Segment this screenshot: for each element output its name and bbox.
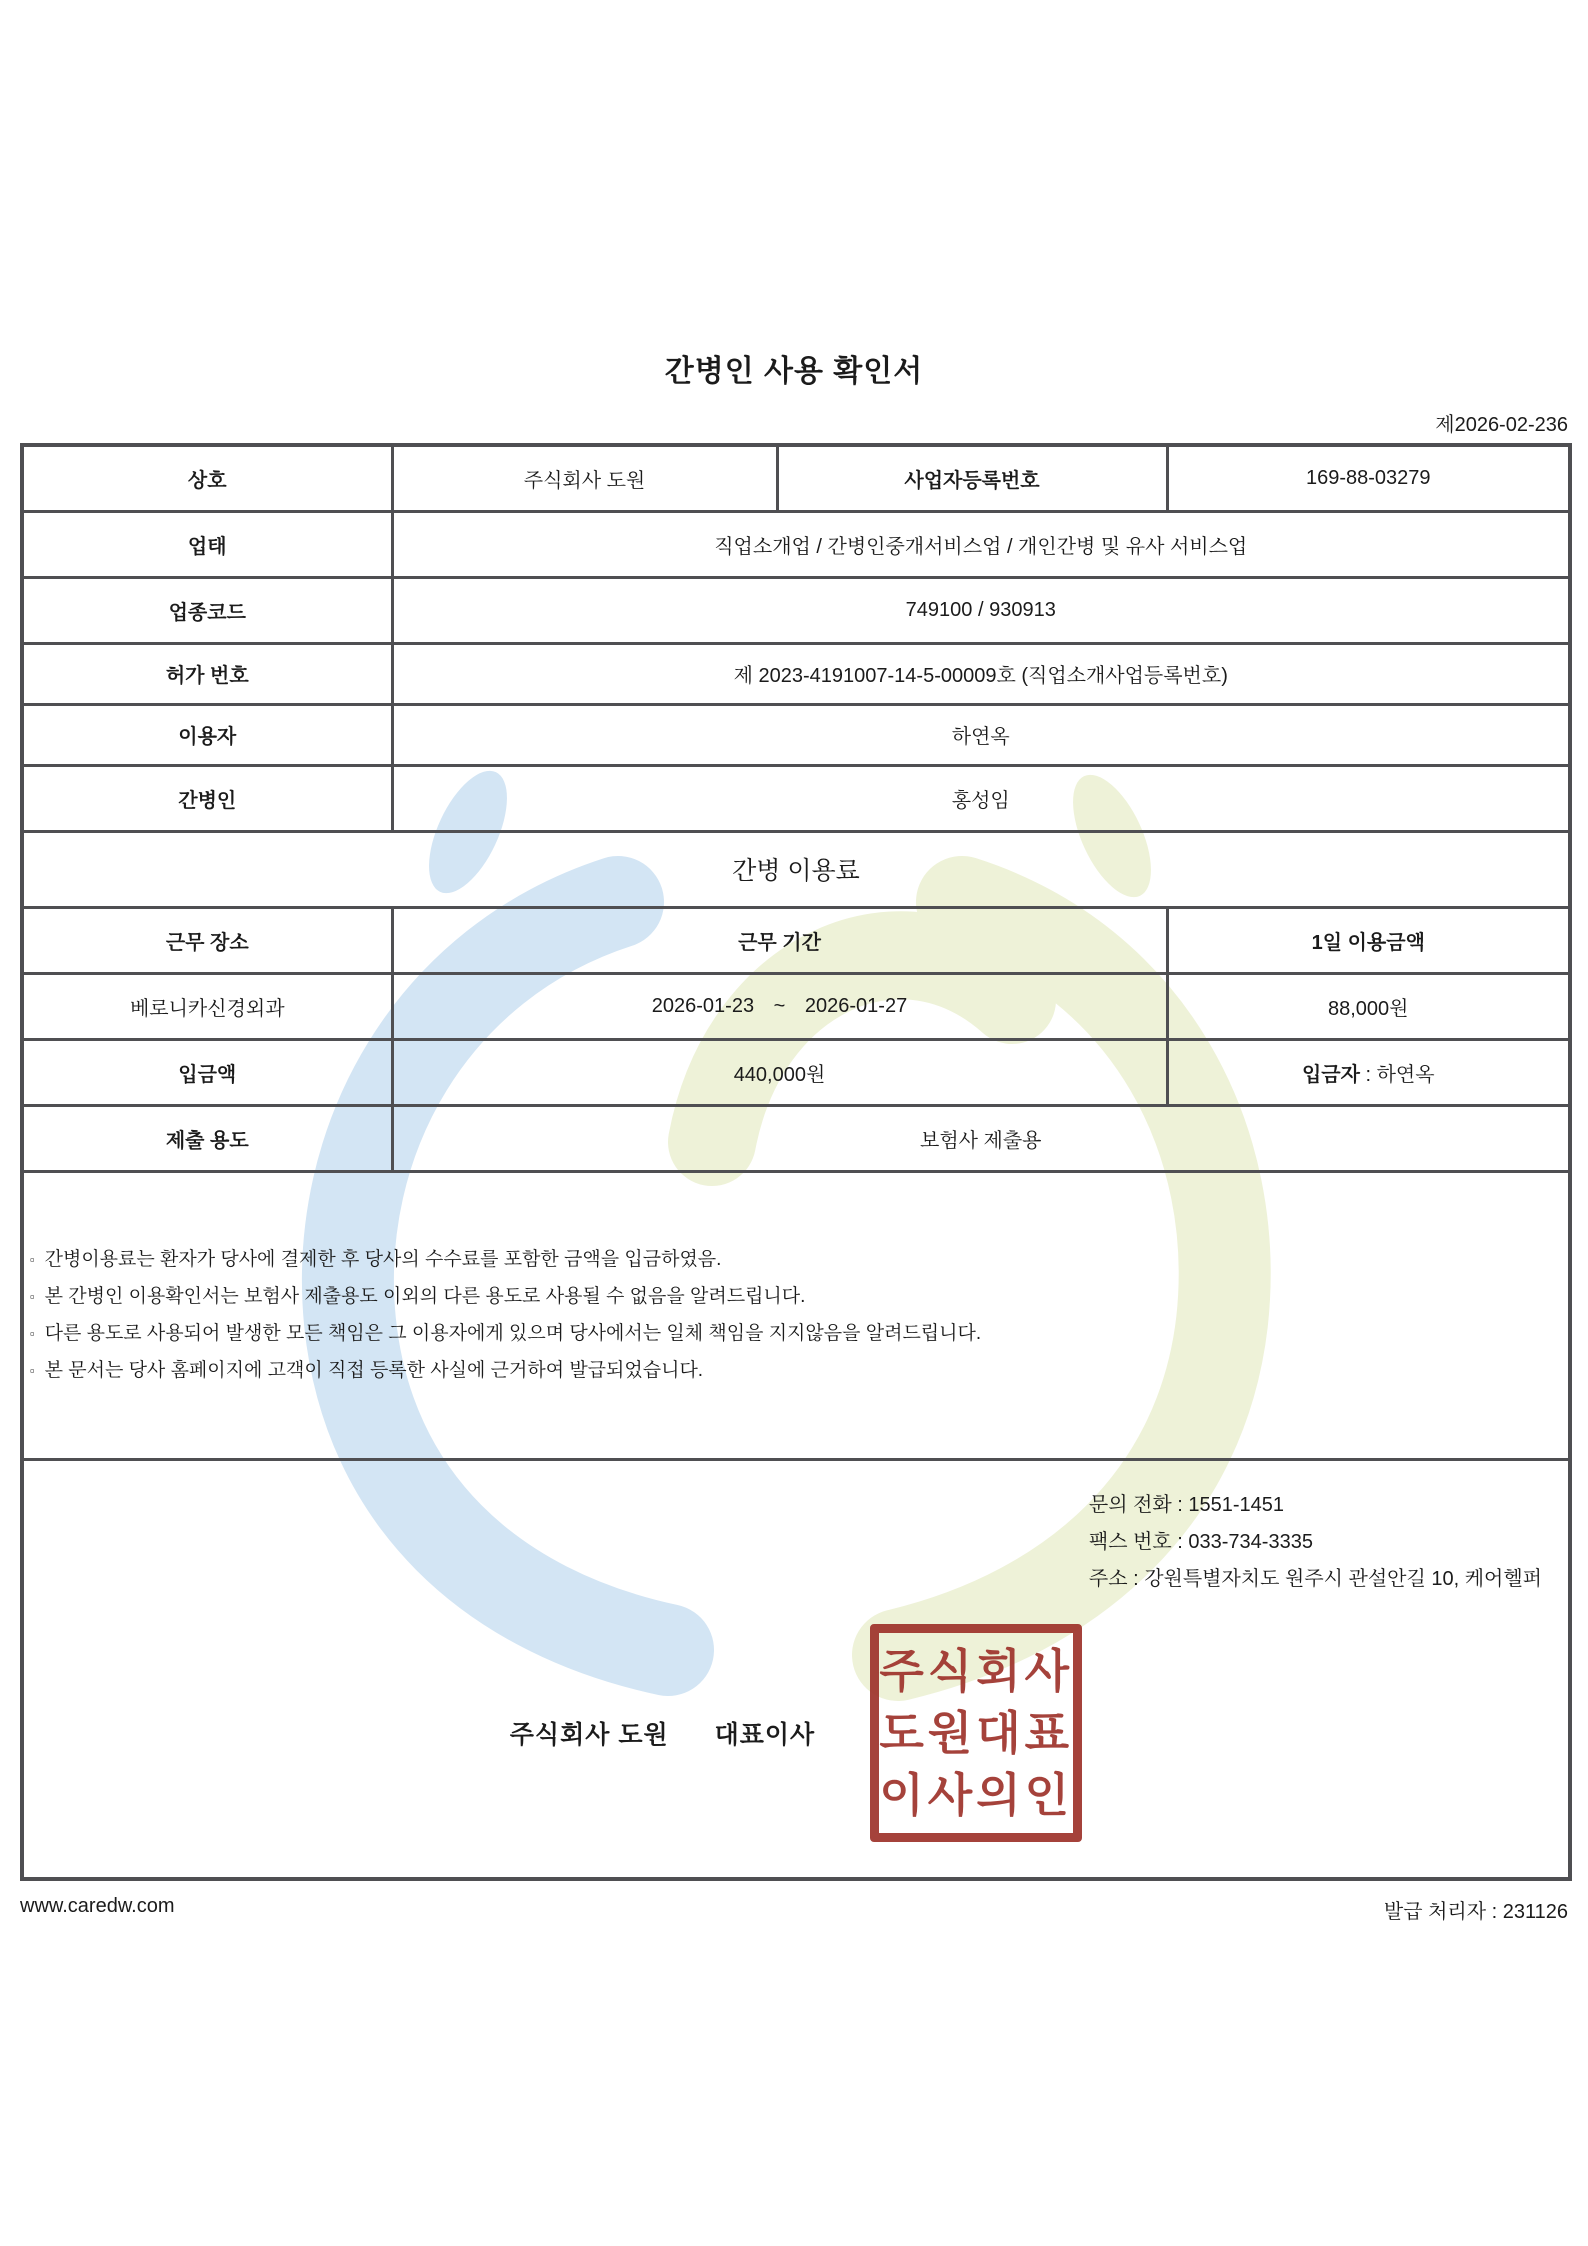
row-fee-header	[22, 907, 1570, 973]
user-value: 하연옥	[392, 704, 1570, 765]
row-signature	[22, 1459, 1570, 1879]
row-purpose	[22, 1105, 1570, 1171]
note-text: 본 간병인 이용확인서는 보험사 제출용도 이외의 다른 용도로 사용될 수 없음을 알려드립니다.	[44, 1286, 806, 1307]
row-biz-type	[22, 511, 1570, 577]
note-text: 본 문서는 당사 홈페이지에 고객이 직접 등록한 사실에 근거하여 발급되었습니다.	[44, 1360, 704, 1381]
company-label: 상호	[22, 445, 392, 511]
contact-address: 주소 : 강원특별자치도 원주시 관설안길 10, 케어헬퍼	[1088, 1567, 1542, 1590]
page-footer	[20, 1895, 1568, 1924]
deposit-value: 440,000원	[392, 1039, 1167, 1105]
square-bullet-icon: ▫	[30, 1252, 35, 1267]
signature-cell	[22, 1459, 1570, 1879]
note-text: 다른 용도로 사용되어 발생한 모든 책임은 그 이용자에게 있으며 당사에서는 일체 책임을 지지않음을 알려드립니다.	[44, 1323, 982, 1344]
company-value: 주식회사 도원	[392, 445, 777, 511]
contact-fax: 팩스 번호 : 033-734-3335	[1088, 1530, 1313, 1553]
period-end: 2026-01-27	[804, 994, 908, 1017]
purpose-value: 보험사 제출용	[392, 1105, 1570, 1171]
permit-label: 허가 번호	[22, 643, 392, 704]
fee-section-title: 간병 이용료	[22, 831, 1570, 907]
caregiver-value: 홍성임	[392, 765, 1570, 831]
daily-amount-value: 88,000원	[1167, 973, 1570, 1039]
depositor-value: 하연옥	[1376, 1063, 1435, 1086]
square-bullet-icon: ▫	[30, 1289, 35, 1304]
user-label: 이용자	[22, 704, 392, 765]
row-notes	[22, 1171, 1570, 1459]
notes-cell	[22, 1171, 1570, 1459]
row-company	[22, 445, 1570, 511]
row-fee-data	[22, 973, 1570, 1039]
contact-phone: 문의 전화 : 1551-1451	[1088, 1493, 1285, 1516]
row-deposit	[22, 1039, 1570, 1105]
signature-row	[24, 1619, 1568, 1847]
industry-code-value: 749100 / 930913	[392, 577, 1570, 643]
footer-issuer: 발급 처리자 : 231126	[1383, 1901, 1568, 1923]
depositor-separator: :	[1359, 1063, 1377, 1086]
col-header-place: 근무 장소	[22, 907, 392, 973]
period-tilde: ~	[773, 994, 786, 1017]
row-user	[22, 704, 1570, 765]
note-item	[30, 1315, 1562, 1352]
deposit-label: 입금액	[22, 1039, 392, 1105]
seal-line: 이사의인	[879, 1768, 1074, 1821]
caregiver-label: 간병인	[22, 765, 392, 831]
confirmation-table	[20, 443, 1572, 1881]
note-item	[30, 1352, 1562, 1389]
row-fee-section-title	[22, 831, 1570, 907]
signature-role: 대표이사	[714, 1720, 816, 1749]
signature-text	[510, 1715, 815, 1751]
contact-info	[1089, 1487, 1542, 1598]
signature-company: 주식회사 도원	[509, 1720, 669, 1749]
corporate-seal-stamp	[870, 1624, 1082, 1842]
footer-website: www.caredw.com	[20, 1895, 175, 1917]
seal-line: 주식회사	[879, 1644, 1074, 1697]
biz-type-value: 직업소개업 / 간병인중개서비스업 / 개인간병 및 유사 서비스업	[392, 511, 1570, 577]
biz-type-label: 업태	[22, 511, 392, 577]
depositor-cell	[1167, 1039, 1570, 1105]
note-text: 간병이용료는 환자가 당사에 결제한 후 당사의 수수료를 포함한 금액을 입금하였음.	[44, 1249, 722, 1270]
note-item	[30, 1241, 1562, 1278]
work-place-value: 베로니카신경외과	[22, 973, 392, 1039]
industry-code-label: 업종코드	[22, 577, 392, 643]
note-item	[30, 1278, 1562, 1315]
work-period-value	[392, 973, 1167, 1039]
row-permit	[22, 643, 1570, 704]
document-number: 제2026-02-236	[1435, 414, 1568, 436]
seal-line: 도원대표	[879, 1706, 1074, 1759]
period-start: 2026-01-23	[651, 994, 755, 1017]
purpose-label: 제출 용도	[22, 1105, 392, 1171]
square-bullet-icon: ▫	[30, 1326, 35, 1341]
depositor-label: 입금자	[1301, 1063, 1360, 1086]
biz-reg-value: 169-88-03279	[1167, 445, 1570, 511]
biz-reg-label: 사업자등록번호	[777, 445, 1167, 511]
permit-value: 제 2023-4191007-14-5-00009호 (직업소개사업등록번호)	[392, 643, 1570, 704]
row-industry-code	[22, 577, 1570, 643]
row-caregiver	[22, 765, 1570, 831]
page-title: 간병인 사용 확인서	[664, 355, 924, 388]
col-header-daily: 1일 이용금액	[1167, 907, 1570, 973]
col-header-period: 근무 기간	[392, 907, 1167, 973]
square-bullet-icon: ▫	[30, 1363, 35, 1378]
